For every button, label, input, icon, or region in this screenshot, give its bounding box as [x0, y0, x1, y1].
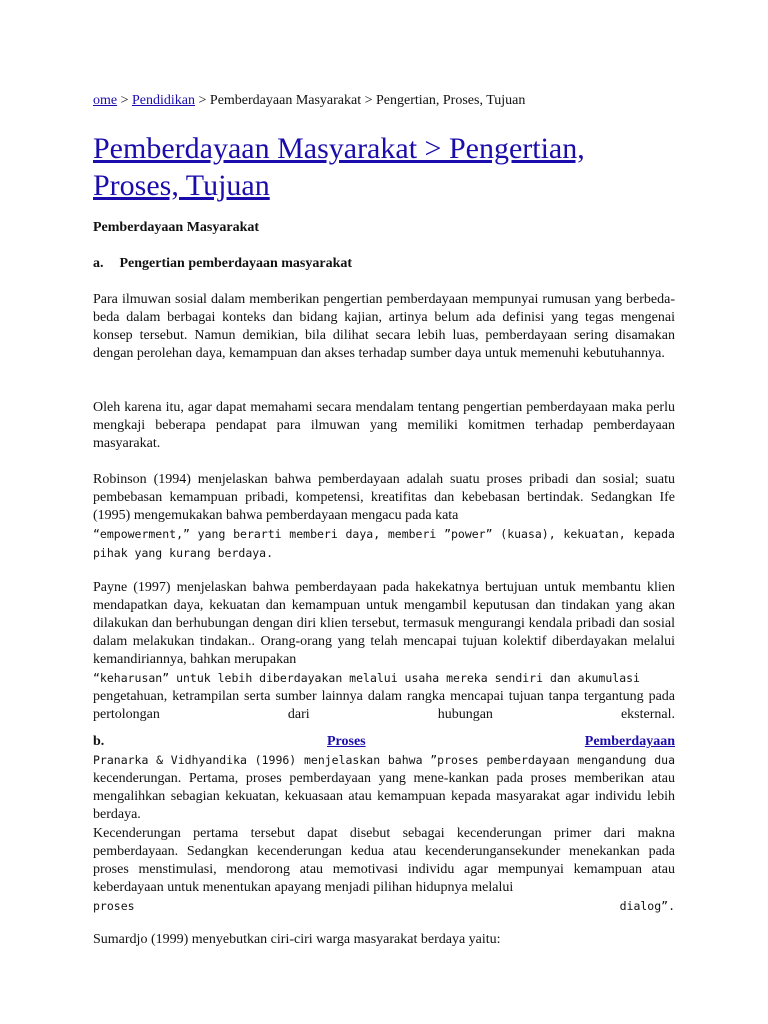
subsection-a-label: Pengertian pemberdayaan masyarakat [119, 256, 353, 271]
subsection-b-marker: b. [93, 734, 105, 749]
subsection-b [93, 733, 675, 824]
breadcrumb-separator: > [117, 93, 133, 108]
paragraph-4 [93, 579, 675, 724]
paragraph-4-quote-text: “keharusan” untuk lebih diberdayakan melalui usaha mereka sendiri dan akumulasi [93, 671, 640, 685]
breadcrumb-home-link[interactable]: ome [93, 93, 118, 108]
paragraph-5-tail [93, 897, 675, 915]
page-title [93, 130, 675, 204]
paragraph-5 [93, 825, 675, 915]
paragraph-2: Oleh karena itu, agar dapat memahami secara mendalam tentang pengertian pemberdayaan maka perlu mengkaji beberapa pendapat para ilmuwan yang memiliki komitmen terhadap pemberdayaan masyarakat. [93, 400, 675, 451]
paragraph-4-closing-text: pengetahuan, ketrampilan serta sumber lainnya dalam rangka mencapai tujuan tanpa tergantung pada pertolongan dari hubungan eksternal. [93, 689, 675, 722]
paragraph-6: Sumardjo (1999) menyebutkan ciri-ciri warga masyarakat berdaya yaitu: [93, 932, 501, 947]
paragraph-3-text: Robinson (1994) menjelaskan bahwa pemberdayaan adalah suatu proses pribadi dan sosial; suatu pembebasan kemampuan pribadi, kompetensi, kreatifitas dan kebebasan bertindak. Sedangkan Ife (1995) mengemukakan bahwa pemberdayaan mengacu pada kata [93, 472, 675, 523]
subsection-a-heading [93, 255, 352, 273]
breadcrumb-current: > Pemberdayaan Masyarakat > Pengertian, Proses, Tujuan [195, 93, 526, 108]
breadcrumb-pendidikan-link[interactable]: Pendidikan [132, 93, 196, 108]
section-heading: Pemberdayaan Masyarakat [93, 220, 260, 235]
subsection-b-link-proses[interactable]: Proses [327, 734, 366, 749]
subsection-b-link-pemberdayaan[interactable]: Pemberdayaan [584, 734, 675, 749]
paragraph-3-quote-text: “empowerment,” yang berarti memberi daya, memberi ”power” (kuasa), kekuatan, kepada pihak yang kurang berdaya. [93, 527, 675, 560]
paragraph-1: Para ilmuwan sosial dalam memberikan pengertian pemberdayaan mempunyai rumusan yang berbeda-beda dalam berbagai konteks dan bidang kajian, artinya belum ada definisi yang tegas mengenai konsep tersebut. Namun demikian, bila dilihat secara lebih luas, pemberdayaan sering disamakan dengan perolehan daya, kemampuan dan akses terhadap sumber daya untuk memenuhi kebutuhannya. [93, 292, 675, 361]
paragraph-5-tail-left: proses [93, 899, 135, 913]
subsection-b-body [93, 751, 675, 824]
paragraph-5-text: Kecenderungan pertama tersebut dapat disebut sebagai kecenderungan primer dari makna pemberdayaan. Sedangkan kecenderungan kedua atau kecenderungansekunder menekankan pada proses menstimulasi, mendorong atau memotivasi individu agar mempunyai kemampuan atau keberdayaan untuk menentukan apayang menjadi pilihan hidupnya melalui [93, 826, 675, 895]
subsection-b-authors: Pranarka & Vidhyandika (1996) [93, 753, 297, 767]
subsection-a-marker: a. [93, 256, 104, 271]
paragraph-4-text: Payne (1997) menjelaskan bahwa pemberdayaan pada hakekatnya bertujuan untuk membantu klien mendapatkan daya, kekuatan dan kemampuan untuk mengambil keputusan dan tindakan yang akan dilakukan dan berhubungan dengan diri klien tersebut, termasuk mengurangi kendala pribadi dan sosial dalam melakukan tindakan.. Orang-orang yang telah mencapai tujuan kolektif diberdayakan melalui kemandiriannya, bahkan merupakan [93, 580, 675, 667]
paragraph-5-tail-right: dialog”. [619, 899, 675, 913]
page-title-link[interactable]: Pemberdayaan Masyarakat > Pengertian, Proses, Tujuan [93, 132, 585, 202]
subsection-b-intro: menjelaskan bahwa ”proses pemberdayaan mengandung dua [296, 753, 675, 767]
subsection-b-heading [93, 733, 675, 751]
paragraph-3 [93, 471, 675, 563]
breadcrumb [93, 92, 525, 110]
subsection-b-text: kecenderungan. Pertama, proses pemberdayaan yang mene-kankan pada proses memberikan atau mengalihkan sebagian kekuatan, kekuasaan atau kemampuan kepada masyarakat agar individu lebih berdaya. [93, 771, 675, 822]
